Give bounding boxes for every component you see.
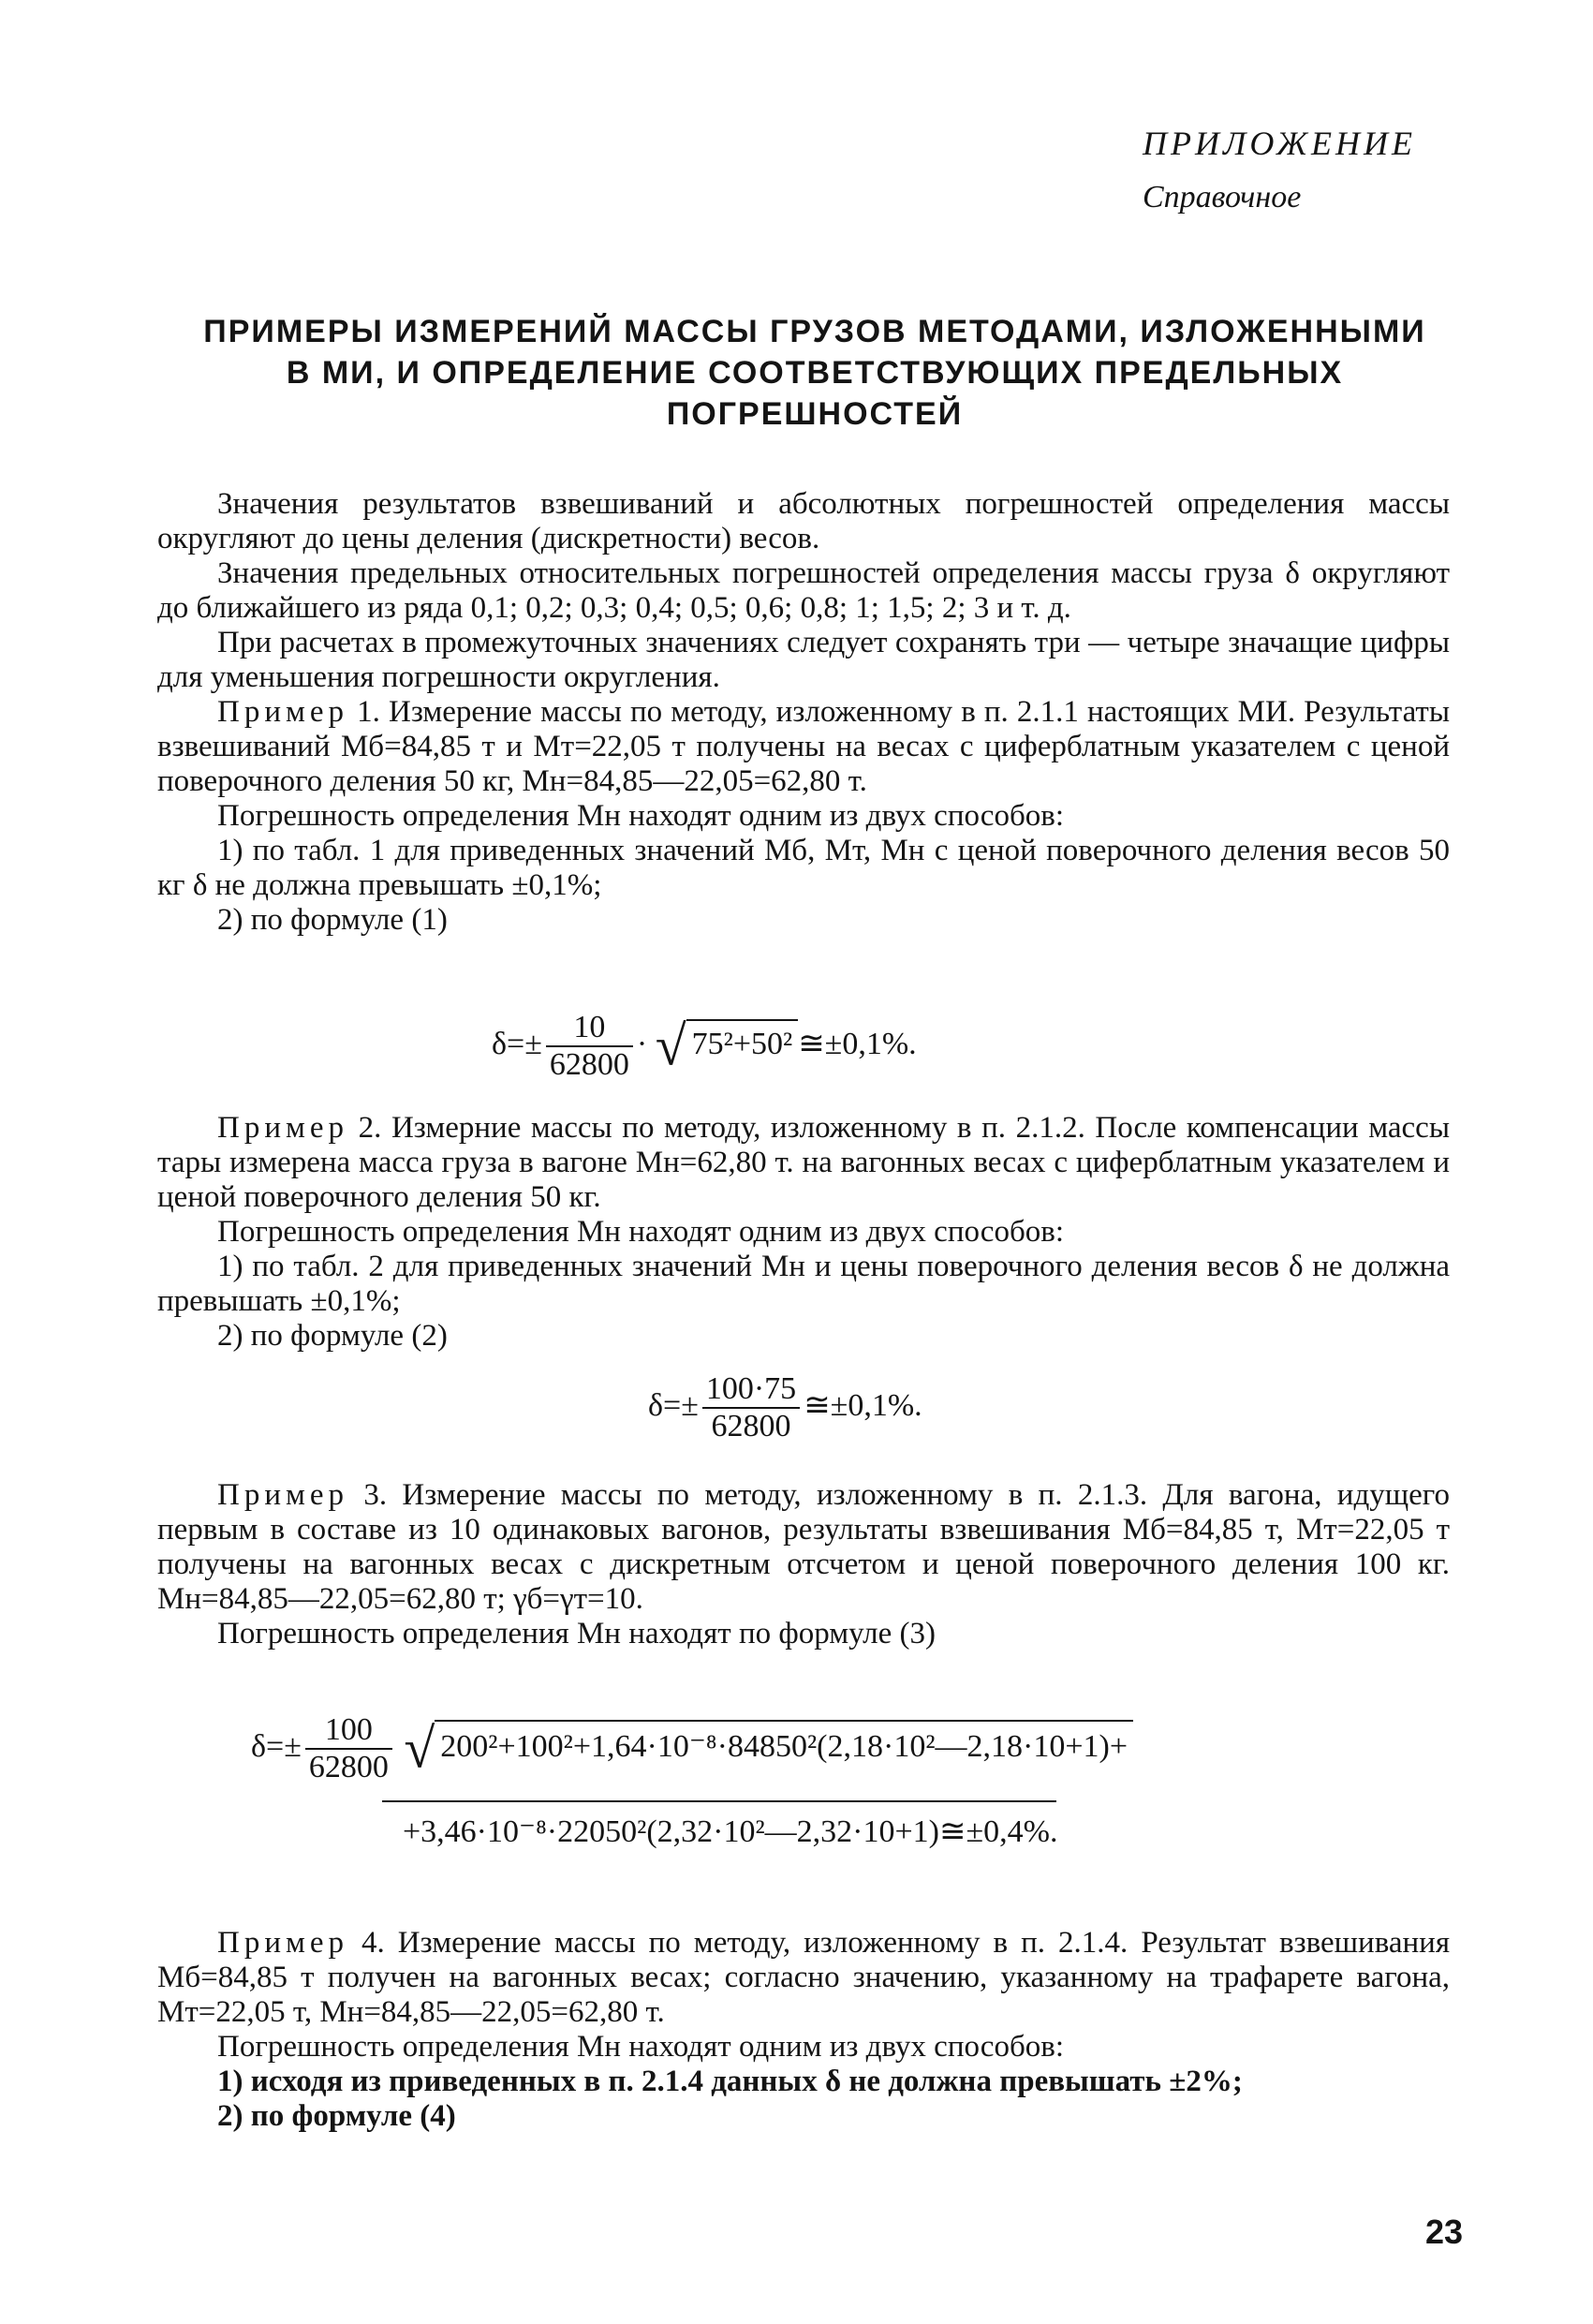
formula-2-numerator: 100·75: [702, 1371, 800, 1409]
formula-3-lhs: δ=±: [251, 1728, 302, 1764]
formula-1-result: ≅±0,1%.: [798, 1026, 917, 1061]
section-example-2: [157, 1111, 1450, 1354]
example-4-way-1: 1) исходя из приведенных в п. 2.1.4 данных δ не должна превышать ±2%;: [217, 2065, 1243, 2098]
section-example-4: [157, 1926, 1450, 2134]
formula-1-fraction: [546, 1010, 633, 1083]
example-3-label: Пример: [217, 1478, 349, 1512]
formula-2-denominator: 62800: [711, 1409, 791, 1443]
formula-1-radicand: 75²+50²: [686, 1019, 799, 1062]
example-1-way-2: 2) по формуле (1): [217, 903, 448, 937]
example-4-way-2: 2) по формуле (4): [217, 2099, 456, 2133]
formula-3-line-2: +3,46·10⁻⁸·22050²(2,32·10²—2,32·10+1)≅±0,4%.: [403, 1814, 1058, 1849]
example-2-ways: Погрешность определения Мн находят одним из двух способов:: [217, 1215, 1064, 1249]
example-3-ways: Погрешность определения Мн находят по формуле (3): [217, 1617, 937, 1650]
intro-paragraph-2: Значения предельных относительных погрешностей определения массы груза δ округляют до ближайшего из ряда 0,1; 0,2; 0,3; 0,4; 0,5; 0,6; 0,8; 1; 1,5; 2; 3 и т. д.: [157, 556, 1450, 625]
formula-3-fraction: [305, 1712, 392, 1785]
example-2-label: Пример: [217, 1111, 349, 1145]
formula-1-lhs: δ=±: [492, 1026, 542, 1061]
page-title: [150, 311, 1480, 435]
example-1-label: Пример: [217, 695, 349, 729]
formula-3-numerator: 100: [305, 1712, 392, 1750]
formula-2-fraction: [702, 1371, 800, 1444]
example-2-text: 2. Измерние массы по методу, изложенному в п. 2.1.2. После компенсации массы тары измерена масса груза в вагоне Мн=62,80 т. на вагонных весах с циферблатным указателем и ценой поверочного деления 50 кг.: [157, 1111, 1451, 1214]
page-number: 23: [1425, 2213, 1464, 2251]
formula-3-radicand-line-1: 200²+100²+1,64·10⁻⁸·84850²(2,18·10²—2,18·10+1)+: [435, 1720, 1133, 1765]
intro-paragraph-3: При расчетах в промежуточных значениях следует сохранять три — четыре значащие цифры для уменьшения погрешности округления.: [157, 626, 1450, 694]
example-2-way-2: 2) по формуле (2): [217, 1319, 448, 1353]
formula-1-dot: ·: [636, 1026, 648, 1061]
example-4-paragraph: [157, 1926, 1450, 2030]
formula-1: [492, 1010, 917, 1083]
example-2-way-1: 1) по табл. 2 для приведенных значений Мн и цены поверочного деления весов δ не должна превышать ±0,1%;: [157, 1250, 1450, 1318]
example-1-ways: Погрешность определения Мн находят одним из двух способов:: [217, 799, 1064, 833]
formula-2: [648, 1371, 922, 1444]
example-1-paragraph: [157, 695, 1450, 799]
appendix-label: ПРИЛОЖЕНИЕ: [1143, 125, 1416, 162]
example-4-ways: Погрешность определения Мн находят одним из двух способов:: [217, 2030, 1064, 2064]
example-3-paragraph: [157, 1478, 1450, 1617]
title-line-3: ПОГРЕШНОСТЕЙ: [666, 396, 964, 432]
example-4-text: 4. Измерение массы по методу, изложенному в п. 2.1.4. Результат взвешивания Мб=84,85 т получен на вагонных весах; согласно значению, указанному на трафарете вагона, Мт=22,05 т, Мн=84,85—22,05=62,80 т.: [157, 1926, 1451, 2029]
example-1-text: 1. Измерение массы по методу, изложенному в п. 2.1.1 настоящих МИ. Результаты взвешиваний Мб=84,85 т и Мт=22,05 т получены на весах с циферблатным указателем с ценой поверочного деления 50 кг, Мн=84,85—22,05=62,80 т.: [157, 695, 1451, 798]
example-3-text: 3. Измерение массы по методу, изложенному в п. 2.1.3. Для вагона, идущего первым в составе из 10 одинаковых вагонов, результаты взвешивания Мб=84,85 т, Мт=22,05 т получены на вагонных весах с дискретным отсчетом и ценой поверочного деления 100 кг. Мн=84,85—22,05=62,80 т; γб=γт=10.: [157, 1478, 1451, 1616]
formula-1-denominator: 62800: [549, 1047, 629, 1082]
title-line-2: В МИ, И ОПРЕДЕЛЕНИЕ СООТВЕТСТВУЮЩИХ ПРЕДЕЛЬНЫХ: [286, 355, 1344, 391]
example-2-paragraph: [157, 1111, 1450, 1215]
example-1-way-1: 1) по табл. 1 для приведенных значений Мб, Мт, Мн с ценой поверочного деления весов 50 кг δ не должна превышать ±0,1%;: [157, 834, 1450, 902]
section-example-3: [157, 1478, 1450, 1651]
section-intro-example-1: [157, 487, 1450, 938]
formula-1-numerator: 10: [546, 1010, 633, 1047]
formula-2-lhs: δ=±: [648, 1387, 699, 1423]
formula-3-continuation-rule: [382, 1800, 1056, 1802]
formula-3-denominator: 62800: [308, 1750, 389, 1784]
formula-2-result: ≅±0,1%.: [804, 1387, 922, 1423]
radical-sign-icon: √: [655, 1014, 686, 1077]
title-line-1: ПРИМЕРЫ ИЗМЕРЕНИЙ МАССЫ ГРУЗОВ МЕТОДАМИ, ИЗЛОЖЕННЫМИ: [203, 314, 1426, 349]
reference-label: Справочное: [1143, 180, 1302, 215]
intro-paragraph-1: Значения результатов взвешиваний и абсолютных погрешностей определения массы округляют до цены деления (дискретности) весов.: [157, 487, 1450, 555]
formula-3: [251, 1712, 1133, 1785]
example-4-label: Пример: [217, 1926, 349, 1960]
radical-sign-icon: √: [404, 1717, 435, 1780]
